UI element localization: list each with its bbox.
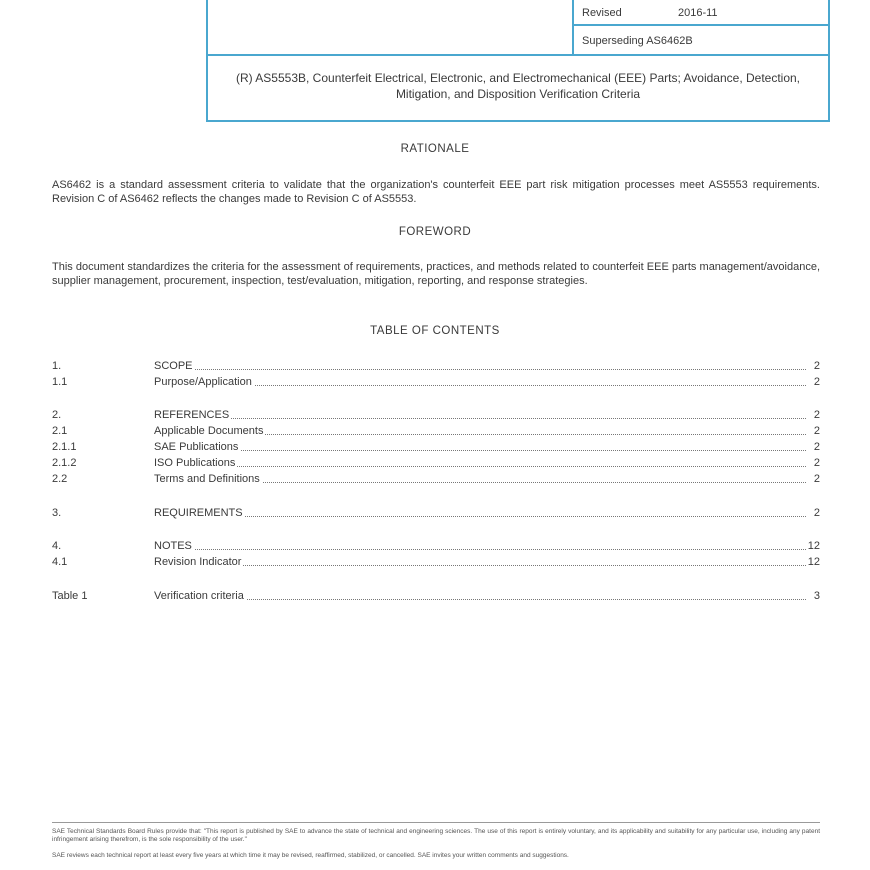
toc-entry-page: 12 (807, 540, 820, 552)
toc-entry-number: 2. (52, 409, 62, 421)
toc-entry[interactable] (52, 456, 820, 470)
toc-entry-title: REFERENCES (154, 409, 230, 421)
toc-entry-page: 12 (807, 556, 820, 568)
toc-heading: TABLE OF CONTENTS (370, 325, 500, 337)
toc-entry[interactable] (52, 359, 820, 373)
toc-dot-leader (154, 450, 806, 451)
revised-date: 2016-11 (678, 7, 718, 19)
toc-entry-page: 2 (813, 457, 820, 469)
toc-entry[interactable] (52, 555, 820, 569)
toc-entry-page: 2 (813, 473, 820, 485)
toc-entry-page: 2 (813, 360, 820, 372)
superseding-label: Superseding AS6462B (582, 35, 693, 47)
toc-entry-title: SAE Publications (154, 441, 239, 453)
toc-entry-page: 2 (813, 376, 820, 388)
toc-dot-leader (154, 369, 806, 370)
toc-entry-number: 4. (52, 540, 62, 552)
toc-entry-number: 2.1.2 (52, 457, 77, 469)
toc-entry[interactable] (52, 375, 820, 389)
revised-row (574, 0, 828, 26)
toc-entry[interactable] (52, 506, 820, 520)
toc-entry-number: 4.1 (52, 556, 68, 568)
foreword-text: This document standardizes the criteria for the assessment of requirements, practices, and methods related to counterfeit EEE parts management/avoidance, supplier management, procurement, inspection, test/evaluation, mitigation, reporting, and response strategies. (52, 261, 820, 287)
footer-review-notice: SAE reviews each technical report at least every five years at which time it may be revised, reaffirmed, stabilized, or cancelled. SAE invites your written comments and suggestions. (52, 852, 569, 859)
rationale-heading: RATIONALE (400, 143, 470, 155)
document-header-box (206, 0, 830, 122)
toc-dot-leader (154, 516, 806, 517)
revised-label: Revised (582, 7, 622, 19)
toc-entry-title: REQUIREMENTS (154, 507, 243, 519)
toc-entry-number: 2.1.1 (52, 441, 77, 453)
toc-entry-title: Revision Indicator (154, 556, 242, 568)
document-title: (R) AS5553B, Counterfeit Electrical, Electronic, and Electromechanical (EEE) Parts; Avoidance, Detection, Mitigation, and Disposition Verification Criteria (235, 71, 801, 101)
toc-entry-number: 3. (52, 507, 62, 519)
toc-entry-title: Purpose/Application (154, 376, 252, 388)
toc-entry-page: 2 (813, 409, 820, 421)
toc-entry[interactable] (52, 589, 820, 603)
toc-dot-leader (154, 418, 806, 419)
toc-entry-number: 1. (52, 360, 62, 372)
toc-entry-number: 1.1 (52, 376, 68, 388)
toc-entry-number: Table 1 (52, 590, 88, 602)
rationale-text: AS6462 is a standard assessment criteria to validate that the organization's counterfeit EEE part risk mitigation processes meet AS5553 requirements. Revision C of AS6462 reflects the changes made to Revision C of AS5553. (52, 179, 820, 205)
toc-entry-page: 3 (813, 590, 820, 602)
toc-entry[interactable] (52, 539, 820, 553)
footer-divider (52, 822, 820, 823)
toc-dot-leader (154, 599, 806, 600)
toc-entry[interactable] (52, 424, 820, 438)
header-top-row (208, 0, 828, 56)
toc-entry[interactable] (52, 440, 820, 454)
toc-entry[interactable] (52, 408, 820, 422)
toc-entry-number: 2.2 (52, 473, 68, 485)
toc-dot-leader (154, 549, 806, 550)
toc-entry-page: 2 (813, 425, 820, 437)
toc-entry-title: Terms and Definitions (154, 473, 260, 485)
footer-disclaimer: SAE Technical Standards Board Rules provide that: "This report is published by SAE to advance the state of technical and engineering sciences. The use of this report is entirely voluntary, and its applicability and suitability for any particular use, including any patent infringement arising therefrom, is the sole responsibility of the user." (52, 828, 820, 843)
toc-dot-leader (154, 466, 806, 467)
toc-entry-title: NOTES (154, 540, 192, 552)
toc-dot-leader (154, 565, 806, 566)
toc-entry[interactable] (52, 472, 820, 486)
superseding-row (574, 28, 828, 54)
toc-entry-title: SCOPE (154, 360, 193, 372)
toc-entry-title: Applicable Documents (154, 425, 264, 437)
toc-entry-title: ISO Publications (154, 457, 236, 469)
toc-entry-page: 2 (813, 441, 820, 453)
revision-info-cell (572, 0, 828, 54)
toc-entry-number: 2.1 (52, 425, 68, 437)
toc-entry-title: Verification criteria (154, 590, 244, 602)
toc-entry-page: 2 (813, 507, 820, 519)
foreword-heading: FOREWORD (398, 226, 472, 238)
